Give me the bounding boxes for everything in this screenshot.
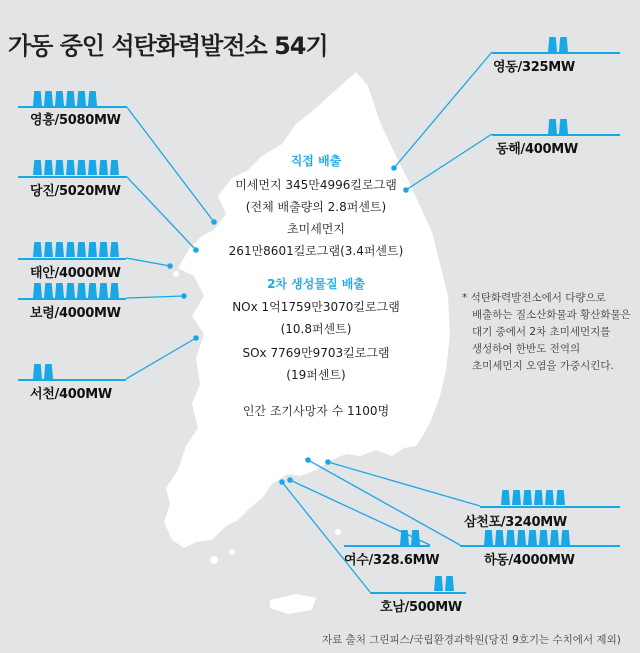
jeju-island (270, 594, 316, 614)
plant-label-boryeong: 보령/4000MW (30, 306, 121, 321)
plant-label-hadong: 하동/4000MW (484, 553, 575, 568)
smokestack-icon (66, 91, 75, 106)
smokestack-icon (445, 576, 454, 591)
secondary-emission-heading: 2차 생성물질 배출 (267, 277, 365, 291)
stacks-honam (434, 576, 454, 591)
smokestack-icon (77, 283, 86, 298)
smokestack-icon (559, 119, 568, 134)
note-line: * 석탄화력발전소에서 다량으로 (462, 292, 606, 304)
smokestack-icon (88, 160, 97, 175)
smokestack-icon (528, 530, 537, 545)
smokestack-icon (99, 160, 108, 175)
pm25-label: 초미세먼지 (287, 222, 345, 236)
smokestack-icon (66, 242, 75, 257)
smokestack-icon (400, 530, 409, 545)
islet (335, 529, 341, 535)
note-line: 초미세먼지 오염을 가중시킨다. (472, 360, 614, 372)
leader-line (282, 482, 370, 592)
smokestack-icon (484, 530, 493, 545)
smokestack-icon (548, 119, 557, 134)
stacks-samcheonpo (501, 490, 565, 505)
plant-location-dot (325, 459, 331, 465)
label-underline-yeongdong (492, 52, 620, 54)
smokestack-icon (99, 242, 108, 257)
pm25-line: 261만8601킬로그램(3.4퍼센트) (228, 244, 404, 258)
plant-label-donghae: 동해/400MW (496, 142, 578, 157)
islet (210, 556, 218, 564)
pm10-share: (전체 배출량의 2.8퍼센트) (245, 200, 387, 214)
smokestack-icon (77, 160, 86, 175)
smokestack-icon (33, 364, 42, 379)
smokestack-icon (512, 490, 521, 505)
plant-label-honam: 호남/500MW (380, 600, 462, 615)
source-credit: 자료 출처 그린피스/국립환경과학원(당진 9호기는 수치에서 제외) (322, 634, 621, 646)
stacks-donghae (548, 119, 568, 134)
pm10-line: 미세먼지 345만4996킬로그램 (235, 178, 397, 192)
smokestack-icon (434, 576, 443, 591)
label-underline-dangjin (18, 176, 126, 178)
smokestack-icon (33, 283, 42, 298)
plant-location-dot (181, 293, 187, 299)
smokestack-icon (44, 283, 53, 298)
smokestack-icon (77, 91, 86, 106)
smokestack-icon (88, 91, 97, 106)
smokestack-icon (44, 91, 53, 106)
label-underline-yeosu (344, 545, 430, 547)
smokestack-icon (88, 283, 97, 298)
plant-location-dot (279, 479, 285, 485)
stacks-boryeong (33, 283, 119, 298)
stacks-seocheon (33, 364, 53, 379)
stacks-taean (33, 242, 119, 257)
label-underline-hadong (460, 545, 620, 547)
plant-label-yeongdong: 영동/325MW (493, 60, 575, 75)
stacks-yeongdong (548, 37, 568, 52)
smokestack-icon (66, 160, 75, 175)
smokestack-icon (523, 490, 532, 505)
label-underline-boryeong (18, 298, 126, 300)
label-underline-taean (18, 258, 126, 260)
leader-line (126, 338, 196, 379)
leader-line (394, 52, 492, 168)
stacks-yeosu (400, 530, 420, 545)
smokestack-icon (55, 160, 64, 175)
stacks-hadong (484, 530, 570, 545)
smokestack-icon (99, 283, 108, 298)
islet (229, 549, 235, 555)
note-line: 생성하여 한반도 전역의 (472, 343, 581, 355)
smokestack-icon (110, 283, 119, 298)
plant-location-dot (287, 477, 293, 483)
smokestack-icon (33, 91, 42, 106)
smokestack-icon (517, 530, 526, 545)
nox-share: (10.8퍼센트) (280, 322, 352, 336)
plant-label-taean: 태안/4000MW (30, 266, 121, 281)
label-underline-yeongheung (18, 106, 126, 108)
smokestack-icon (548, 37, 557, 52)
smokestack-icon (44, 242, 53, 257)
smokestack-icon (550, 530, 559, 545)
islet (183, 257, 193, 267)
smokestack-icon (44, 160, 53, 175)
smokestack-icon (545, 490, 554, 505)
smokestack-icon (506, 530, 515, 545)
page-title: 가동 중인 석탄화력발전소 54기 (8, 32, 328, 60)
smokestack-icon (495, 530, 504, 545)
leader-line (126, 258, 170, 266)
plant-label-seocheon: 서천/400MW (30, 387, 112, 402)
note-line: 대기 중에서 2차 초미세먼지를 (472, 326, 611, 338)
explanatory-note (462, 290, 634, 375)
smokestack-icon (556, 490, 565, 505)
smokestack-icon (33, 160, 42, 175)
smokestack-icon (501, 490, 510, 505)
smokestack-icon (55, 283, 64, 298)
smokestack-icon (77, 242, 86, 257)
smokestack-icon (55, 242, 64, 257)
plant-location-dot (305, 457, 311, 463)
direct-emission-heading: 직접 배출 (290, 154, 342, 168)
smokestack-icon (561, 530, 570, 545)
smokestack-icon (559, 37, 568, 52)
smokestack-icon (110, 242, 119, 257)
islet (173, 271, 179, 277)
label-underline-honam (370, 592, 466, 594)
label-underline-samcheonpo (480, 506, 620, 508)
sox-share: (19퍼센트) (286, 368, 346, 382)
stacks-dangjin (33, 160, 119, 175)
plant-label-yeongheung: 영흥/5080MW (30, 113, 121, 128)
stacks-yeongheung (33, 91, 97, 106)
plant-location-dot (167, 263, 173, 269)
leader-line (126, 296, 184, 298)
smokestack-icon (411, 530, 420, 545)
smokestack-icon (88, 242, 97, 257)
plant-label-samcheonpo: 삼천포/3240MW (464, 515, 567, 530)
leader-line (126, 176, 196, 250)
smokestack-icon (66, 283, 75, 298)
smokestack-icon (110, 160, 119, 175)
label-underline-donghae (492, 134, 620, 136)
smokestack-icon (534, 490, 543, 505)
nox-line: NOx 1억1759만3070킬로그램 (232, 300, 400, 314)
plant-label-dangjin: 당진/5020MW (30, 184, 121, 199)
label-underline-seocheon (18, 379, 126, 381)
smokestack-icon (55, 91, 64, 106)
note-line: 배출하는 질소산화물과 황산화물은 (472, 309, 631, 321)
premature-deaths: 인간 조기사망자 수 1100명 (242, 404, 390, 418)
smokestack-icon (44, 364, 53, 379)
plant-label-yeosu: 여수/328.6MW (344, 553, 440, 568)
leader-line (308, 460, 460, 545)
smokestack-icon (33, 242, 42, 257)
smokestack-icon (539, 530, 548, 545)
sox-line: SOx 7769만9703킬로그램 (242, 346, 390, 360)
